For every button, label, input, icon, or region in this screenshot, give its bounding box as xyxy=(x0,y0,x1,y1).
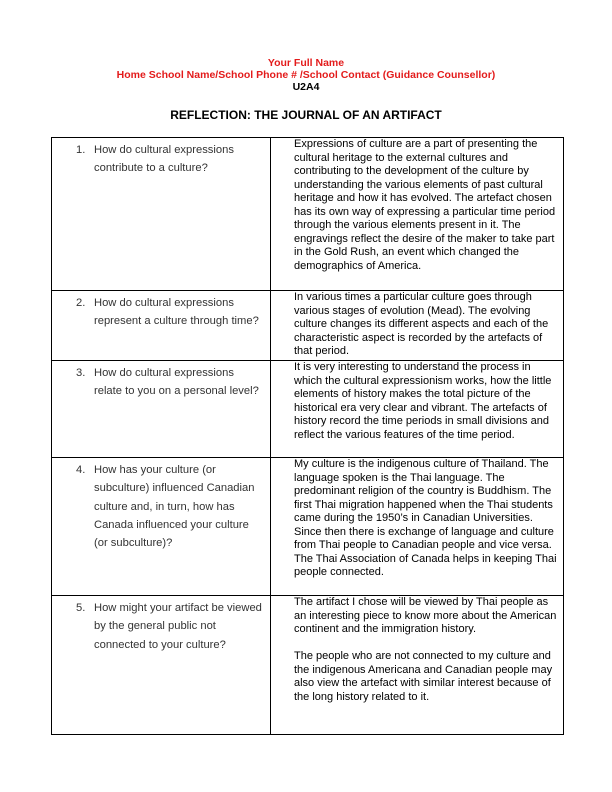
reflection-table xyxy=(51,137,564,735)
answer-cell xyxy=(271,361,564,458)
question-text: How has your culture (or subculture) influenced Canadian culture and, in turn, how has Canada influenced your culture (or subculture)? xyxy=(94,464,255,550)
answer-cell xyxy=(271,458,564,596)
answer-text: The artifact I chose will be viewed by Thai people as an interesting piece to know more about the American continent and the immigration history. The people who are not connected to my culture and the indigenous Americana and Canadian people may also view the artefact with similar interest because of the long history related to it. xyxy=(294,596,557,703)
question-text: How do cultural expressions represent a culture through time? xyxy=(94,297,259,328)
question-number: 2. xyxy=(76,297,86,309)
student-name: Your Full Name xyxy=(267,57,345,69)
question-number: 1. xyxy=(76,144,86,156)
question-text: How do cultural expressions contribute to a culture? xyxy=(94,144,234,175)
question-cell xyxy=(52,291,271,361)
question-cell xyxy=(52,458,271,596)
table-row xyxy=(52,291,564,361)
question-cell xyxy=(52,596,271,735)
question-text: How do cultural expressions relate to you on a personal level? xyxy=(94,367,259,398)
answer-text: Expressions of culture are a part of presenting the cultural heritage to the external cultures and contributing to the development of the culture by understanding the various elements of past cultural heritage and how it has evolved. The artefact chosen has its own way of expressing a particular time period through the various elements present in it. The engravings reflect the desire of the maker to take part in the Gold Rush, an event which changed the demographics of America. xyxy=(294,138,556,272)
answer-cell xyxy=(271,596,564,735)
answer-cell xyxy=(271,138,564,291)
assignment-code: U2A4 xyxy=(292,81,320,93)
answer-text: My culture is the indigenous culture of Thailand. The language spoken is the Thai language. The predominant religion of the country is Buddhism. The first Thai migration happened when the Thai students came during the 1950’s in Canadian Universities. Since then there is exchange of language and culture from Thai people to Canadian people and vice versa. The Thai Association of Canada helps in keeping Thai people connected. xyxy=(294,458,557,578)
question-text: How might your artifact be viewed by the general public not connected to your culture? xyxy=(94,602,262,651)
page-title: REFLECTION: THE JOURNAL OF AN ARTIFACT xyxy=(170,108,442,122)
school-info: Home School Name/School Phone # /School Contact (Guidance Counsellor) xyxy=(116,69,496,81)
answer-cell xyxy=(271,291,564,361)
question-number: 4. xyxy=(76,464,86,476)
table-row xyxy=(52,458,564,596)
question-number: 3. xyxy=(76,367,86,379)
table-row xyxy=(52,138,564,291)
answer-text: In various times a particular culture goes through various stages of evolution (Mead). The evolving culture changes its different aspects and each of the characteristic aspect is recorded by the artefacts of that period. xyxy=(294,291,549,357)
question-cell xyxy=(52,361,271,458)
table-row xyxy=(52,596,564,735)
table-row xyxy=(52,361,564,458)
question-cell xyxy=(52,138,271,291)
answer-text: It is very interesting to understand the process in which the cultural expressionism works, how the little elements of history makes the total picture of the historical era very clear and vibrant. The artefacts of history record the time periods in small divisions and reflect the various features of the time period. xyxy=(294,361,552,441)
question-number: 5. xyxy=(76,602,86,614)
